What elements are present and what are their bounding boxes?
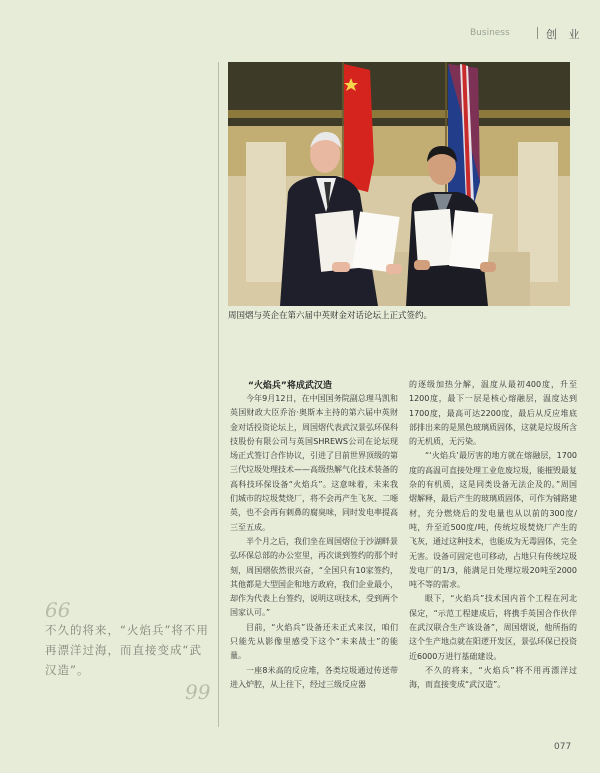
article-column-right [409, 378, 577, 693]
pull-quote-text: 不久的将来，“火焰兵”将不用再漂洋过海，而直接变成“武汉造”。 [45, 623, 209, 677]
section-label: Business [470, 28, 510, 38]
close-quote-mark: 99 [185, 680, 211, 704]
article-paragraph: 不久的将来，“火焰兵”将不用再漂洋过海，而直接变成“武汉造”。 [409, 665, 577, 690]
open-quote-mark: 66 [45, 598, 71, 622]
article-paragraph: 一座8米高的反应堆，各类垃圾通过传送带进入炉腔，从上往下，经过三级反应器 [230, 665, 398, 689]
page-number: 077 [554, 742, 572, 752]
article-column-left [230, 392, 398, 692]
column-divider [218, 62, 219, 727]
article-paragraph: 今年9月12日，在中国国务院副总理马凯和英国财政大臣乔治·奥斯本主持的第六届中英财金对话投资论坛上，周国熠代表武汉景弘环保科技股份有限公司与英国SHREWS公司在论坛现场正式签订合作协议，引进了目前世界顶级的第三代垃圾处理技术——高级热解气化技术装备的高科技环保设备“火焰兵”。这意味着，未来我们城市的垃圾焚烧厂，将不会再产生飞灰、二噁英，也不会再有刺鼻的腐臭味，同时发电率提高三至五成。 [230, 394, 398, 532]
article-paragraph: 眼下，“火焰兵”技术国内首个工程在河北保定，“示范工程建成后，将携手英国合作伙伴在武汉联合生产该设备”，周国熠说，他所指的这个生产地点就在阳逻开发区，景弘环保已投资近6000万进行基础建设。 [409, 594, 577, 661]
article-paragraph: “‘火焰兵’最厉害的地方就在熔融层，1700度的高温可直接处理工业危废垃圾，能摧毁最复杂的有机质，这是同类设备无法企及的。”周国熠解释，最后产生的玻璃质固体，可作为铺路建材，充分燃烧后的发电量也从以前的300度/吨，升至近500度/吨，传统垃圾焚烧厂产生的飞灰，通过这种技术，也能成为无毒固体，完全无害。设备可固定也可移动，占地只有传统垃圾发电厂的1/3，能满足日处理垃圾20吨至2000吨不等的需求。 [409, 451, 577, 590]
header-divider [537, 27, 538, 39]
article-title: “火焰兵”将成武汉造 [248, 381, 332, 391]
article-paragraph: 半个月之后，我们坐在周国熠位于沙湖畔景弘环保总部的办公室里，再次谈到签约的那个时刻，周国熠依然很兴奋，“全国只有10家签约，其他都是大型国企和地方政府，我们企业最小，却作为代表上台签约，说明这项技术，受到两个国家认可。” [230, 536, 398, 618]
channel-label: 创 业 [546, 28, 584, 41]
photo-caption: 周国熠与英企在第六届中英财金对话论坛上正式签约。 [228, 311, 433, 321]
article-paragraph: 目前，“火焰兵”设备还未正式来汉，咱们只能先从影像里感受下这个“未来战士”的能量。 [230, 622, 398, 661]
page-header [440, 26, 590, 46]
signing-photo [228, 62, 570, 306]
article-paragraph: 的逐级加热分解，温度从最初400度，升至1200度，最下一层是核心熔融层，温度达到1700度，最高可达2200度，最后从反应堆底部排出来的是黑色玻璃质固体，这就是垃圾所含的无机质，无污染。 [409, 380, 577, 447]
